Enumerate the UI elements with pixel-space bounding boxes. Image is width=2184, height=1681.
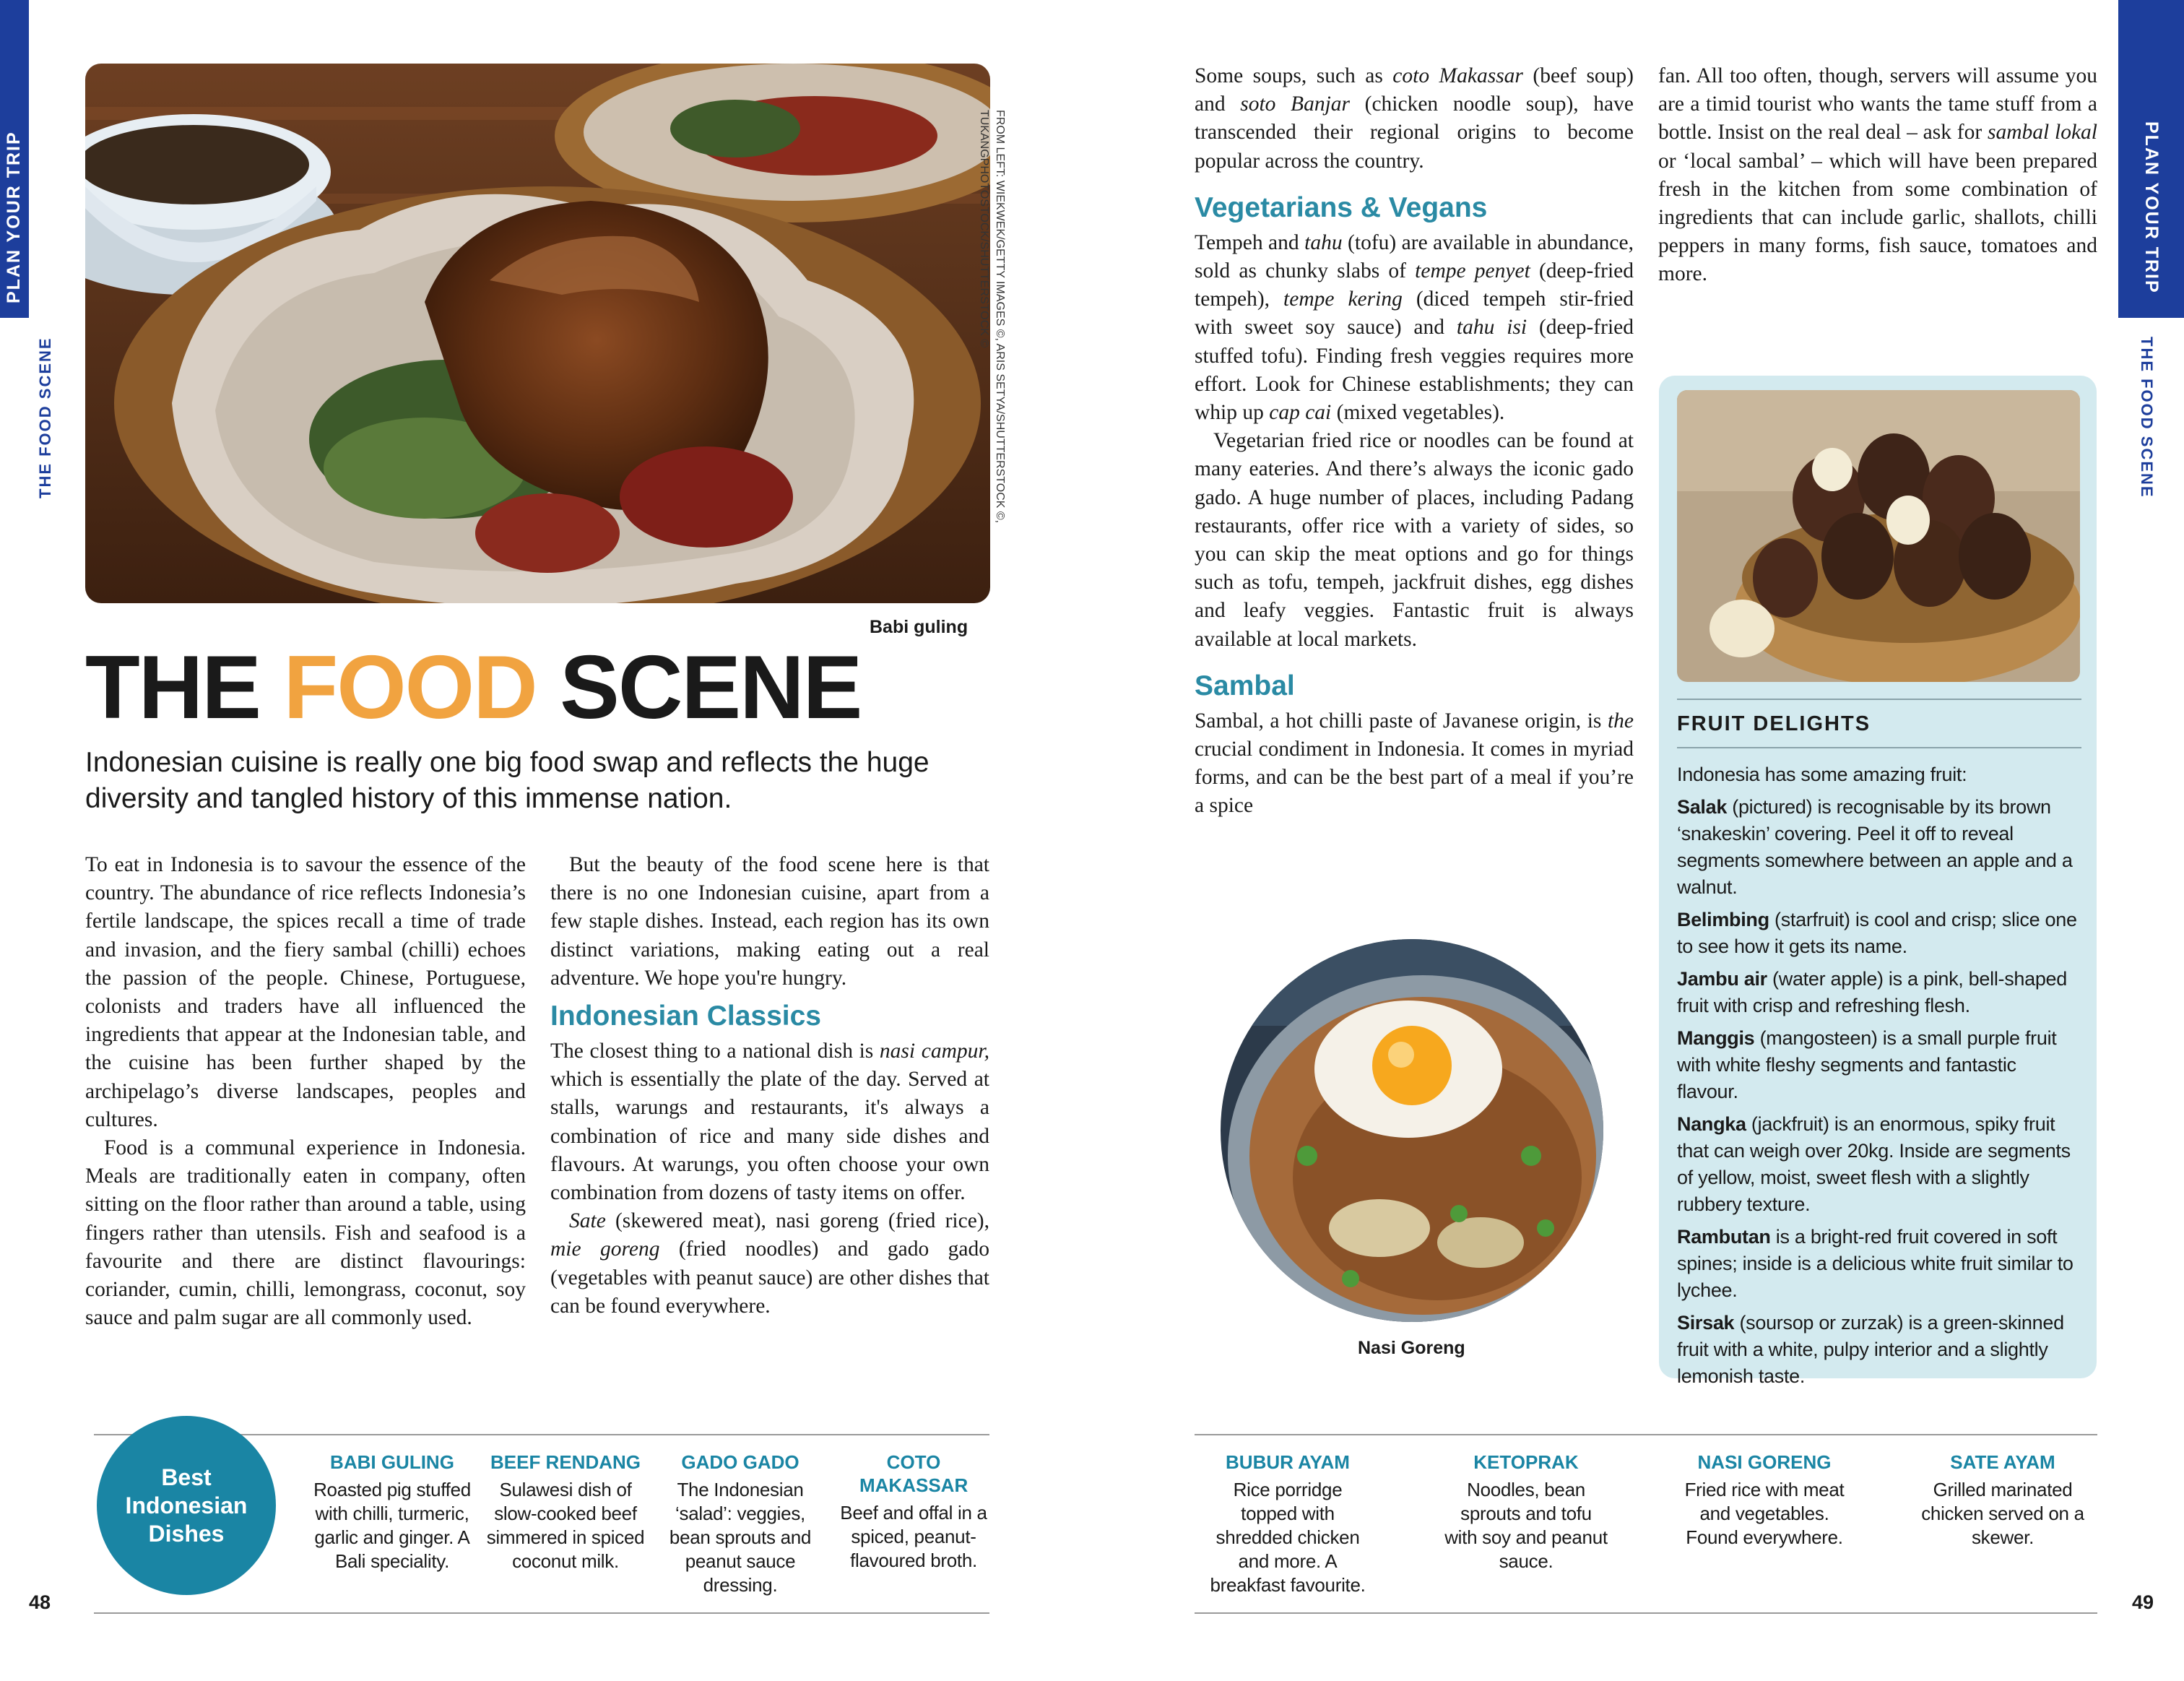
col2-paragraph-2 xyxy=(550,1037,989,1207)
dish-name: BEEF RENDANG xyxy=(490,1451,641,1473)
fruit-item xyxy=(1677,1111,2081,1218)
dish-nasi-goreng xyxy=(1681,1451,1847,1550)
title-accent: FOOD xyxy=(283,638,537,738)
dish-desc: Grilled marinated chicken served on a skewer. xyxy=(1921,1479,2084,1548)
fruit-list xyxy=(1677,761,2081,1396)
italic-term: tahu xyxy=(1304,230,1343,254)
heading-sambal: Sambal xyxy=(1195,670,1295,701)
best-dishes-badge xyxy=(97,1416,276,1595)
dish-babi-guling xyxy=(309,1451,475,1573)
text-run: (deep-fried tempeh), xyxy=(1195,259,1634,311)
dish-name: COTO MAKASSAR xyxy=(859,1451,968,1496)
text-run: (mixed vegetables). xyxy=(1331,401,1505,425)
italic-term: mie goreng xyxy=(550,1237,660,1261)
fruit-name: Rambutan xyxy=(1677,1226,1771,1248)
fruit-name: Nangka xyxy=(1677,1113,1746,1135)
text-run: (tofu) are available in abundance, sold as chunky slabs of xyxy=(1195,230,1634,283)
right-section-tab-label: PLAN YOUR TRIP xyxy=(2141,121,2162,294)
page-number-left: 48 xyxy=(29,1591,51,1613)
fruit-name: Salak xyxy=(1677,796,1728,818)
nasi-goreng-caption: Nasi Goreng xyxy=(1358,1338,1465,1358)
fruit-name: Belimbing xyxy=(1677,909,1769,930)
dish-name: BABI GULING xyxy=(330,1451,454,1473)
fruit-item xyxy=(1677,1310,2081,1390)
dish-bubur-ayam xyxy=(1205,1451,1371,1597)
dish-desc: Rice porridge topped with shredded chicken and more. A breakfast favourite. xyxy=(1210,1479,1366,1596)
dish-desc: Beef and offal in a spiced, peanut-flavoured broth. xyxy=(840,1502,987,1571)
nasi-goreng-photo xyxy=(1221,939,1603,1322)
col1-paragraph-2: Food is a communal experience in Indonesia. Meals are traditionally eaten in company, often sitting on the floor rather than around a table, using fingers rather than utensils. Fish and seafood is a favourite and there are distinct flavourings: coriander, cumin, chilli, lemongrass, coconut, soy sauce and palm sugar are all commonly used. xyxy=(85,1136,526,1330)
dish-desc: Sulawesi dish of slow-cooked beef simmered in spiced coconut milk. xyxy=(486,1479,645,1572)
text-run: The closest thing to a national dish is xyxy=(550,1040,880,1063)
italic-term: nasi campur, xyxy=(879,1040,989,1063)
fruit-item xyxy=(1677,1224,2081,1304)
heading-indonesian-classics: Indonesian Classics xyxy=(550,1001,821,1032)
intro-text: Indonesian cuisine is really one big food swap and reflects the huge diversity and tangled history of this immense nation. xyxy=(85,747,930,814)
fruit-name: Manggis xyxy=(1677,1027,1755,1049)
nasi-goreng-illustration xyxy=(1221,939,1603,1322)
dish-name: NASI GORENG xyxy=(1697,1451,1832,1473)
text-run: (beef soup) and xyxy=(1195,64,1634,116)
babi-guling-photo xyxy=(85,64,990,603)
fruit-name: Jambu air xyxy=(1677,968,1767,990)
text-run: (chicken noodle soup), have transcended their regional origins to become popular across the country. xyxy=(1195,92,1634,173)
col2-paragraph-3 xyxy=(550,1207,989,1321)
italic-term: tempe kering xyxy=(1283,288,1403,311)
text-run: Tempeh and xyxy=(1195,230,1305,254)
italic-term: Sate xyxy=(569,1209,606,1233)
salak-illustration xyxy=(1677,390,2080,682)
fruit-desc: (jackfruit) is an enormous, spiky fruit that can weigh over 20kg. Inside are segments of yellow, moist, sweet flesh with a slightly rubbery texture. xyxy=(1677,1113,2071,1215)
photo-credit-line1: FROM LEFT: WIEKWEK/GETTY IMAGES ©, ARIS SETYA/SHUTTERSTOCK ©, xyxy=(994,110,1006,524)
dishes-bottom-rule-right xyxy=(1195,1612,2097,1614)
text-run: (diced tempeh stir-fried with sweet soy sauce) and xyxy=(1195,288,1634,340)
dish-name: SATE AYAM xyxy=(1950,1451,2055,1473)
dish-desc: The Indonesian ‘salad’: veggies, bean sprouts and peanut sauce dressing. xyxy=(669,1479,812,1596)
fruit-item xyxy=(1677,1025,2081,1105)
page-title xyxy=(85,637,861,738)
col3-paragraph-3: Vegetarian fried rice or noodles can be found at many eateries. And there’s always the iconic gado gado. A huge number of places, including Padang restaurants, offer rice with a variety of sides, so you can skip the meat options and go for things such as tofu, tempeh, jackfruit dishes, egg dishes and leafy veggies. Fantastic fruit is always available at local markets. xyxy=(1195,429,1634,651)
fruit-desc: (starfruit) is cool and crisp; slice one to see how it gets its name. xyxy=(1677,909,2077,957)
babi-guling-illustration xyxy=(85,64,990,603)
fruit-item xyxy=(1677,907,2081,960)
fruit-title-divider xyxy=(1677,747,2081,748)
best-dishes-label: Best Indonesian Dishes xyxy=(125,1464,248,1547)
fruit-intro: Indonesia has some amazing fruit: xyxy=(1677,764,1967,785)
body-column-1 xyxy=(85,851,526,1332)
body-column-4 xyxy=(1658,62,2097,289)
photo-credit-line2: TUKANGPHOTOSTOCK/SHUTTERSTOCK © xyxy=(978,110,990,348)
text-run: crucial condiment in Indonesia. It comes in myriad forms, and can be the best part of a meal if you’re a spice xyxy=(1195,738,1634,818)
col1-paragraph-1: To eat in Indonesia is to savour the essence of the country. The abundance of rice reflects Indonesia’s fertile landscape, the spices recall a time of trade and invasion, and the fiery sambal (chilli) echoes the passion of the people. Chinese, Portuguese, colonists and traders have all influenced the ingredients that appear at the Indonesian table, and the cuisine has been further shaped by the archipelago’s diverse landscapes, peoples and cultures. xyxy=(85,853,526,1131)
italic-term: coto Makassar xyxy=(1392,64,1523,87)
dish-name: KETOPRAK xyxy=(1473,1451,1579,1473)
dish-name: BUBUR AYAM xyxy=(1226,1451,1350,1473)
col4-paragraph-1 xyxy=(1658,62,2097,289)
italic-term: the xyxy=(1607,709,1634,733)
fruit-item xyxy=(1677,794,2081,901)
fruit-desc: (water apple) is a pink, bell-shaped fruit with crisp and refreshing flesh. xyxy=(1677,968,2067,1016)
title-part1: THE xyxy=(85,638,284,738)
col3-paragraph-2 xyxy=(1195,229,1634,427)
dish-coto-makassar xyxy=(831,1451,997,1573)
col3-paragraph-1 xyxy=(1195,62,1634,176)
fruit-delights-title: FRUIT DELIGHTS xyxy=(1677,712,1871,735)
italic-term: tempe penyet xyxy=(1415,259,1530,283)
body-column-2 xyxy=(550,851,989,1321)
fruit-desc: (pictured) is recognisable by its brown ‘snakeskin’ covering. Peel it off to reveal segments somewhere between an apple and a walnut. xyxy=(1677,796,2073,898)
text-run: (skewered meat), nasi goreng (fried rice), xyxy=(605,1209,989,1233)
fruit-desc: is a bright-red fruit covered in soft spines; inside is a delicious white fruit similar to lychee. xyxy=(1677,1226,2074,1301)
dish-ketoprak xyxy=(1443,1451,1609,1573)
dish-desc: Roasted pig stuffed with chilli, turmeric, garlic and ginger. A Bali speciality. xyxy=(313,1479,471,1572)
body-column-3 xyxy=(1195,62,1634,821)
heading-vegetarians-vegans: Vegetarians & Vegans xyxy=(1195,191,1488,223)
dish-name: GADO GADO xyxy=(681,1451,800,1473)
dish-desc: Noodles, bean sprouts and tofu with soy and peanut sauce. xyxy=(1444,1479,1608,1572)
left-chapter-label: THE FOOD SCENE xyxy=(36,337,54,498)
title-part3: SCENE xyxy=(536,638,862,738)
page-number-right: 49 xyxy=(2132,1591,2154,1613)
dish-gado-gado xyxy=(657,1451,823,1597)
fruit-desc: (mangosteen) is a small purple fruit with white fleshy segments and fantastic flavour. xyxy=(1677,1027,2057,1102)
text-run: fan. All too often, though, servers will assume you are a timid tourist who wants the tame stuff from a bottle. Insist on the real deal – ask for xyxy=(1658,64,2097,144)
babi-guling-caption: Babi guling xyxy=(870,617,968,637)
italic-term: soto Banjar xyxy=(1240,92,1350,116)
italic-term: cap cai xyxy=(1269,401,1332,425)
text-run: (deep-fried stuffed tofu). Finding fresh veggies requires more effort. Look for Chinese establishments; they can whip up xyxy=(1195,316,1634,425)
right-chapter-label: THE FOOD SCENE xyxy=(2138,337,2156,498)
text-run: or ‘local sambal’ – which will have been prepared fresh in the kitchen from some combination of ingredients that can include garlic, shallots, chilli peppers in many forms, fish sauce, tomatoes and more. xyxy=(1658,149,2097,286)
dish-sate-ayam xyxy=(1920,1451,2086,1550)
col2-paragraph-1: But the beauty of the food scene here is that there is no one Indonesian cuisine, apart from a few staple dishes. Instead, each region has its own distinct variations, making eating out a real adventure. We hope you're hungry. xyxy=(550,853,989,990)
text-run: Some soups, such as xyxy=(1195,64,1393,87)
text-run: which is essentially the plate of the day. Served at stalls, warungs and restaurants, it's always a combination of rice and many side dishes and flavours. At warungs, you often choose your own combination from dozens of tasty items on offer. xyxy=(550,1068,989,1205)
dishes-top-rule-right xyxy=(1195,1434,2097,1435)
text-run: Sambal, a hot chilli paste of Javanese origin, is xyxy=(1195,709,1608,733)
fruit-desc: (soursop or zurzak) is a green-skinned fruit with a white, pulpy interior and a slightly lemonish taste. xyxy=(1677,1312,2064,1387)
text-run: (fried noodles) and gado gado (vegetables with peanut sauce) are other dishes that can be found everywhere. xyxy=(550,1237,989,1318)
dishes-bottom-rule-left xyxy=(94,1612,989,1614)
dish-beef-rendang xyxy=(482,1451,649,1573)
fruit-item xyxy=(1677,966,2081,1019)
left-section-tab-label: PLAN YOUR TRIP xyxy=(4,131,24,303)
fruit-box-divider xyxy=(1677,699,2081,700)
photo-credit xyxy=(976,110,1008,523)
col3-paragraph-4 xyxy=(1195,707,1634,821)
fruit-name: Sirsak xyxy=(1677,1312,1735,1334)
dish-desc: Fried rice with meat and vegetables. Found everywhere. xyxy=(1684,1479,1845,1548)
salak-photo xyxy=(1677,390,2080,682)
italic-term: sambal lokal xyxy=(1987,121,2097,144)
italic-term: tahu isi xyxy=(1456,316,1528,340)
